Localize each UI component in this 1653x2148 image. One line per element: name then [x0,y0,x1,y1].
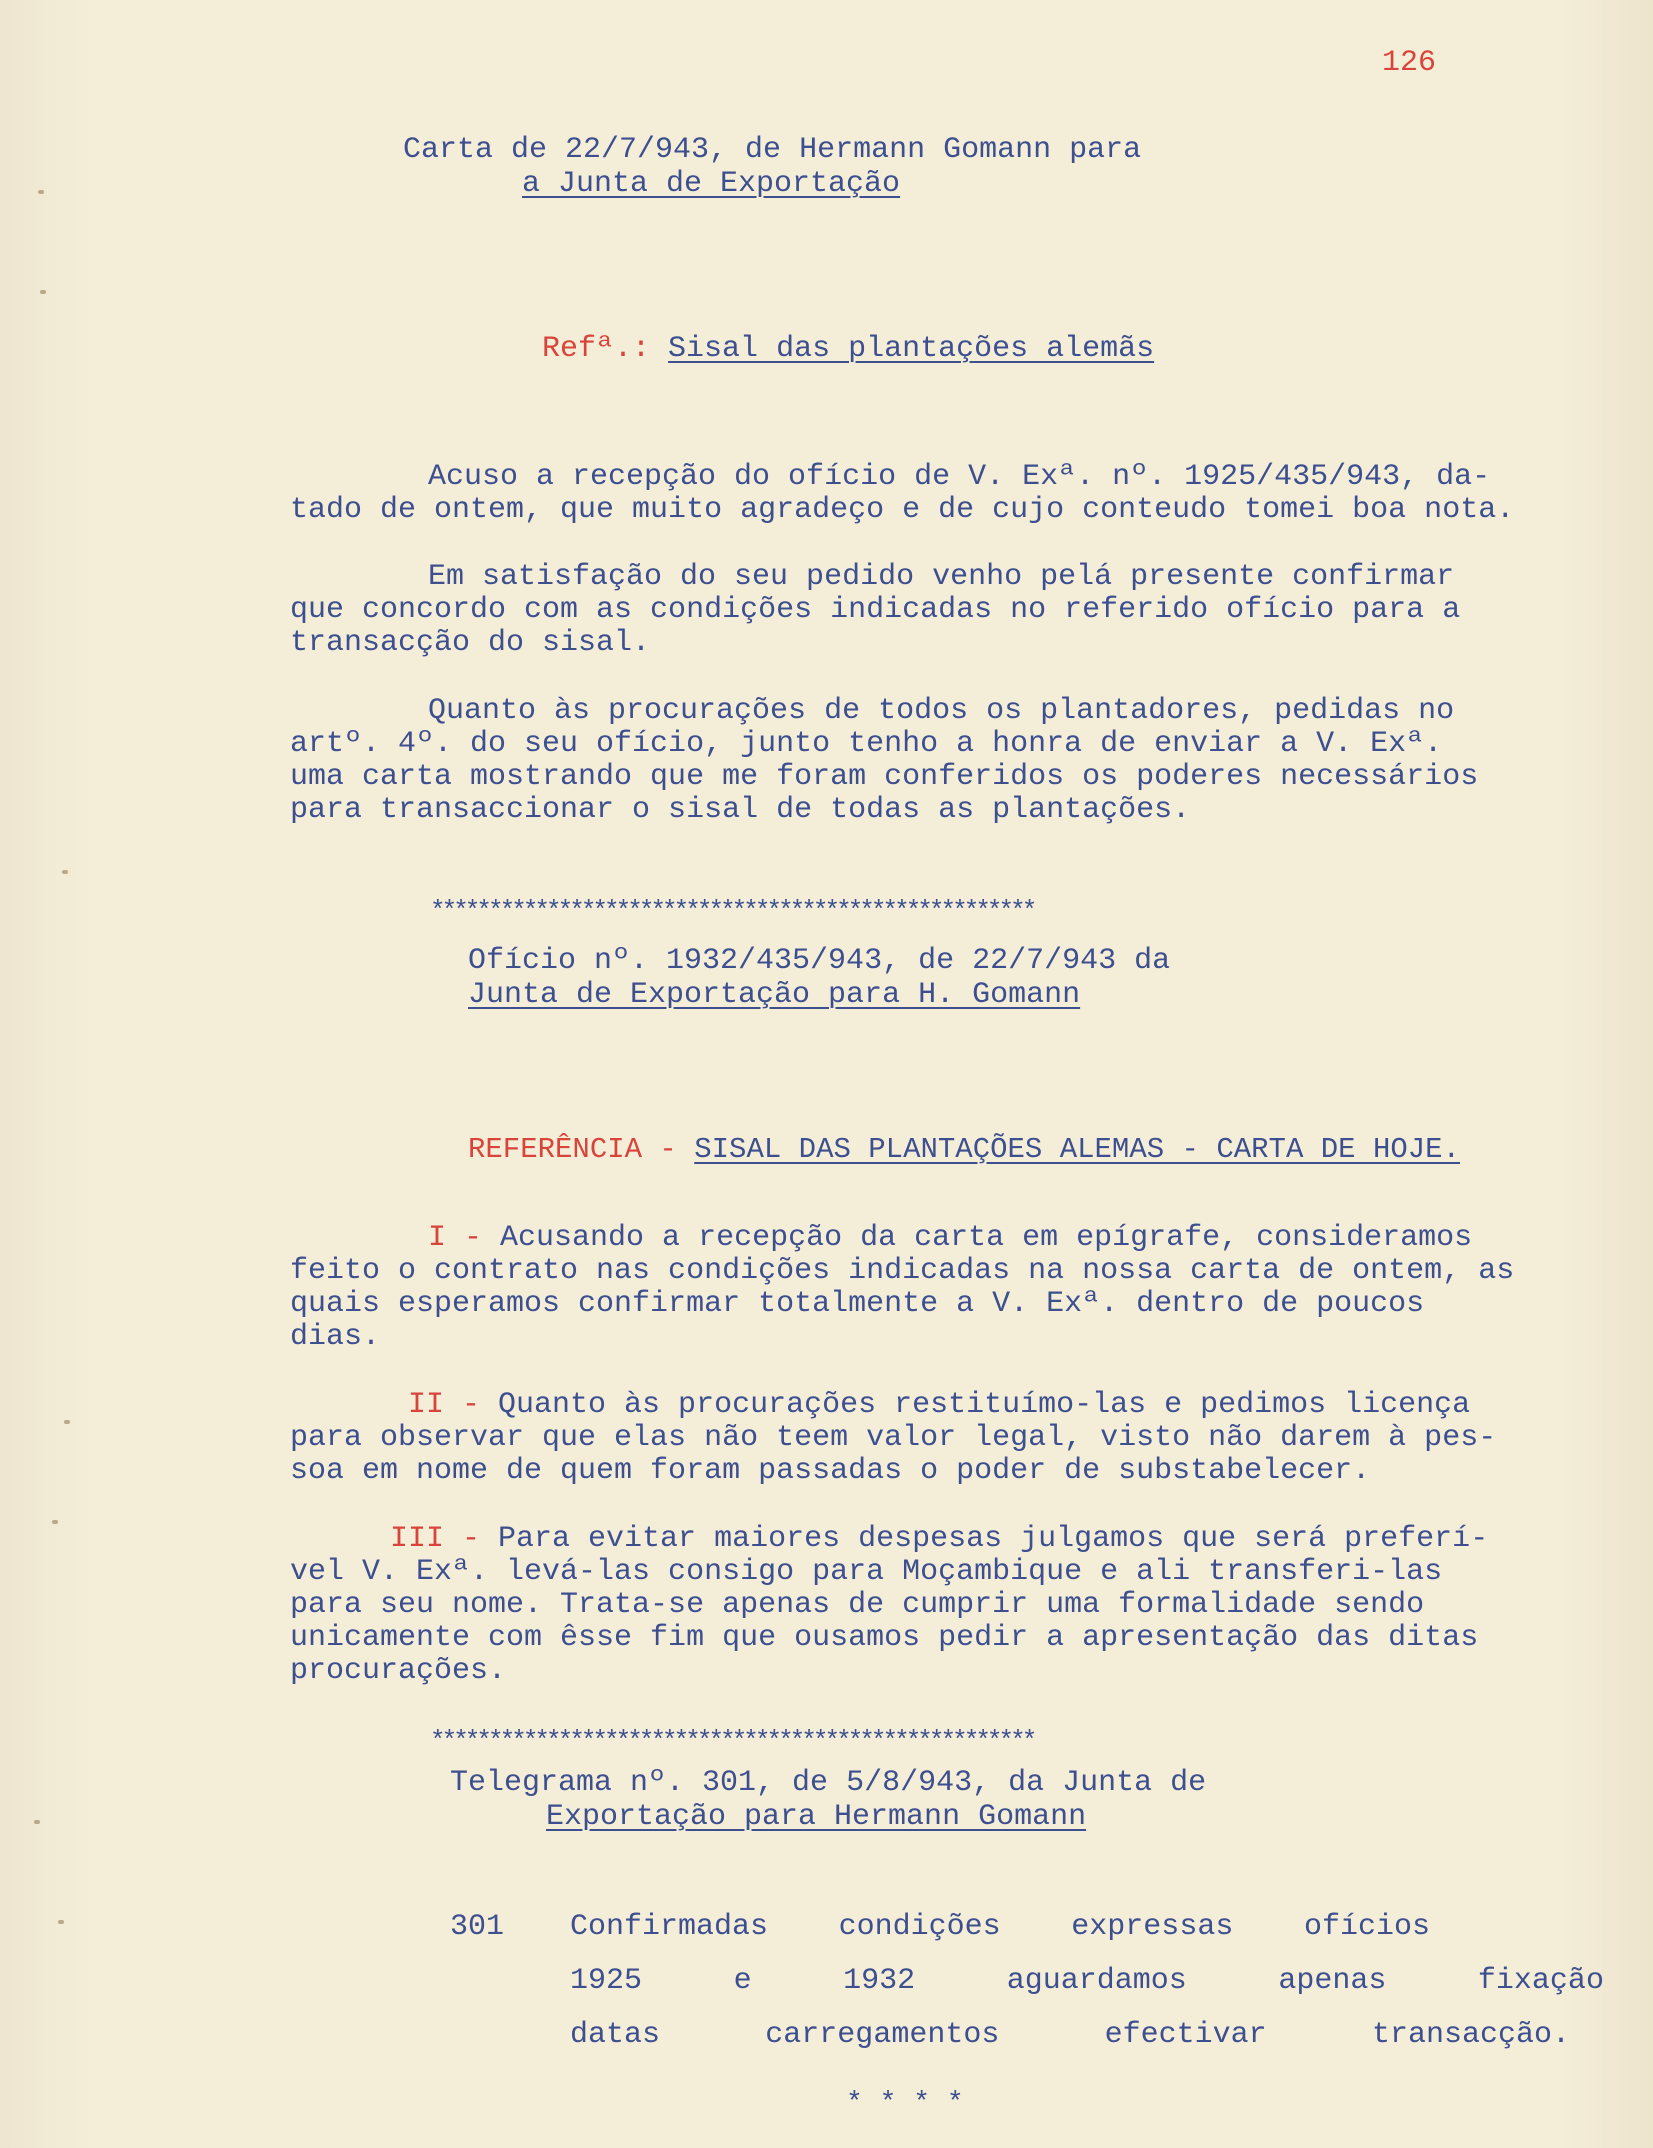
telegram-line-1 [570,1910,1430,1944]
telegram-word: condições [838,1910,1001,1944]
telegram-title-line2: Exportação para Hermann Gomann [546,1800,1087,1834]
paper-speck [64,1420,70,1424]
paper-speck [40,290,46,294]
letter1-p2-line3: transacção do sisal. [290,626,651,660]
letter2-title-line1: Ofício nº. 1932/435/943, de 22/7/943 da [468,944,1171,978]
telegram-number: 301 [450,1910,505,1944]
paper-speck [34,1820,40,1824]
letter1-p2-line2: que concordo com as condições indicadas no referido ofício para a [290,593,1461,627]
letter2-p1-text: Acusando a recepção da carta em epígrafe, consideramos [500,1221,1473,1255]
letter2-p1-line1 [428,1221,1472,1255]
reference-line-2 [468,1133,1460,1166]
telegram-line-2 [570,1964,1604,1998]
letter2-title-line2: Junta de Exportação para H. Gomann [468,978,1081,1012]
telegram-line-3 [570,2018,1570,2052]
reference-subject-2: SISAL DAS PLANTAÇÕES ALEMAS - CARTA DE HOJE. [694,1133,1460,1166]
letter2-p1-line2: feito o contrato nas condições indicadas na nossa carta de ontem, as [290,1254,1515,1288]
letter2-p3-line5: procurações. [290,1654,507,1688]
telegram-word: Confirmadas [570,1910,769,1944]
letter2-p3-line3: para seu nome. Trata-se apenas de cumprir uma formalidade sendo [290,1588,1425,1622]
telegram-word: carregamentos [765,2018,1000,2052]
letter2-p3-line1 [390,1522,1488,1556]
letter1-p2-line1: Em satisfação do seu pedido venho pelá presente confirmar [428,560,1455,594]
reference-label: Refª.: [542,332,651,366]
letter1-p3-line4: para transaccionar o sisal de todas as plantações. [290,793,1191,827]
letter1-p3-line3: uma carta mostrando que me foram conferidos os poderes necessários [290,760,1479,794]
letter2-p2-line2: para observar que elas não teem valor legal, visto não darem à pes- [290,1421,1497,1455]
telegram-word: expressas [1071,1910,1234,1944]
telegram-word: 1932 [843,1964,916,1998]
reference-line-1 [542,332,1154,366]
paragraph-number-2: II - [408,1388,481,1422]
paragraph-number-3: III - [390,1522,481,1556]
paragraph-number-1: I - [428,1221,483,1255]
paper-speck [52,1520,58,1524]
page-number: 126 [1382,46,1437,80]
end-mark: * * * * [846,2088,964,2119]
telegram-word: 1925 [570,1964,643,1998]
letter1-p3-line2: artº. 4º. do seu ofício, junto tenho a honra de enviar a V. Exª. [290,727,1443,761]
letter2-p1-line4: dias. [290,1320,381,1354]
letter2-p3-text: Para evitar maiores despesas julgamos que será preferí- [498,1522,1489,1556]
letter2-p2-line3: soa em nome de quem foram passadas o poder de substabelecer. [290,1454,1371,1488]
letter2-p3-line4: unicamente com êsse fim que ousamos pedir a apresentação das ditas [290,1621,1479,1655]
reference-label-2: REFERÊNCIA - [468,1133,677,1166]
separator-2: **************************************************** [430,1726,1034,1756]
letter1-title-line2: a Junta de Exportação [522,167,901,201]
telegram-word: transacção. [1371,2018,1570,2052]
separator-1: **************************************************** [430,896,1034,926]
telegram-word: efectivar [1104,2018,1267,2052]
telegram-word: ofícios [1303,1910,1430,1944]
letter1-title-line1: Carta de 22/7/943, de Hermann Gomann para [403,133,1142,167]
telegram-word: e [733,1964,752,1998]
paper-speck [38,190,44,194]
letter2-p2-line1 [408,1388,1470,1422]
reference-subject: Sisal das plantações alemãs [668,332,1155,366]
telegram-word: datas [570,2018,661,2052]
letter2-p2-text: Quanto às procurações restituímo-las e pedimos licença [498,1388,1471,1422]
paper-speck [62,870,68,874]
letter2-p1-line3: quais esperamos confirmar totalmente a V. Exª. dentro de poucos [290,1287,1425,1321]
letter2-p3-line2: vel V. Exª. levá-las consigo para Moçambique e ali transferi-las [290,1555,1443,1589]
telegram-word: apenas [1278,1964,1387,1998]
letter1-p3-line1: Quanto às procurações de todos os plantadores, pedidas no [428,694,1455,728]
telegram-word: aguardamos [1006,1964,1187,1998]
telegram-word: fixação [1477,1964,1604,1998]
letter1-p1-line1: Acuso a recepção do ofício de V. Exª. nº. 1925/435/943, da- [428,460,1491,494]
letter1-p1-line2: tado de ontem, que muito agradeço e de cujo conteudo tomei boa nota. [290,493,1515,527]
paper-speck [58,1920,64,1924]
telegram-title-line1: Telegrama nº. 301, de 5/8/943, da Junta de [450,1766,1207,1800]
